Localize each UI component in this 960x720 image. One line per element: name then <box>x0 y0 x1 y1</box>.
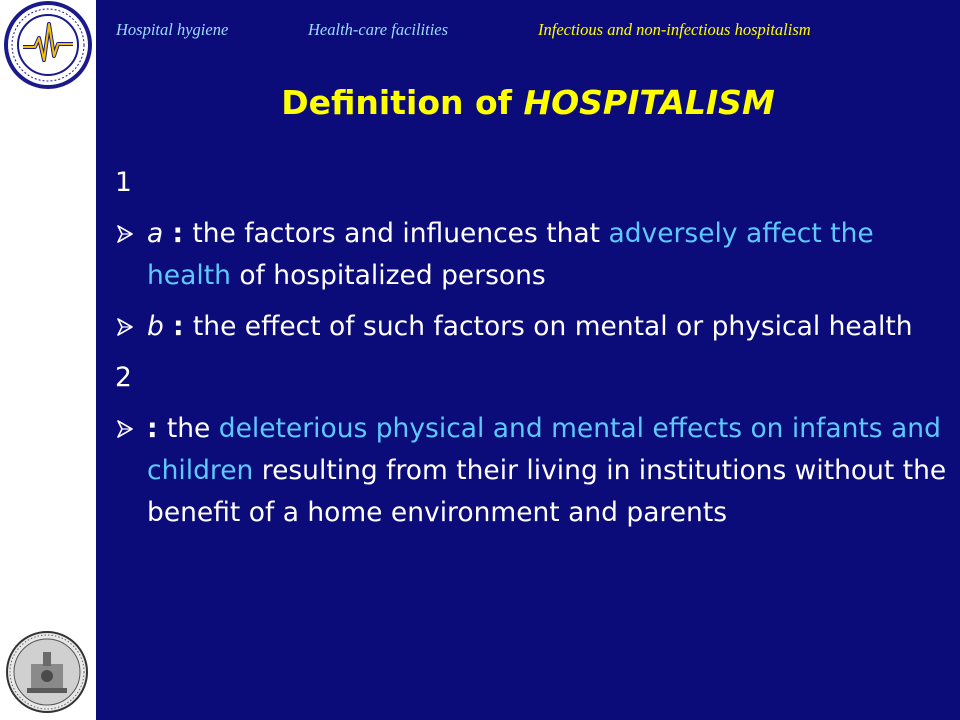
title-emphasis: HOSPITALISM <box>523 83 775 122</box>
bullet-a-text2: of hospitalized persons <box>230 260 546 291</box>
bullet-a-colon: : <box>163 218 193 249</box>
bullet-2-text1: the <box>166 413 219 444</box>
section-number-2: 2 <box>115 362 132 393</box>
university-seal-logo <box>5 630 89 714</box>
bullet-a <box>115 213 950 297</box>
faculty-seal-logo <box>3 0 93 90</box>
top-navigation <box>116 20 946 44</box>
bullet-b-colon: : <box>163 311 193 342</box>
arrow-bullet-icon <box>115 306 139 348</box>
bullet-2 <box>115 408 950 534</box>
bullet-2-highlight: deleterious physical and mental effects on infants and children <box>147 413 941 486</box>
nav-health-care-facilities[interactable]: Health-care facilities <box>308 20 449 39</box>
nav-hospitalism[interactable]: Infectious and non-infectious hospitalism <box>538 20 811 39</box>
slide-title <box>96 83 960 122</box>
bullet-b-text: the effect of such factors on mental or physical health <box>192 311 913 342</box>
section-number-1: 1 <box>115 167 132 198</box>
nav-hospital-hygiene[interactable]: Hospital hygiene <box>116 20 229 39</box>
arrow-bullet-icon <box>115 408 139 450</box>
bullet-2-text2: resulting from their living in institutions without the benefit of a home environment and parents <box>147 455 947 528</box>
bullet-a-text1: the factors and influences that <box>192 218 609 249</box>
slide-content <box>115 162 950 543</box>
bullet-2-colon: : <box>147 413 167 444</box>
sidebar <box>0 0 96 720</box>
arrow-bullet-icon <box>115 213 139 255</box>
bullet-a-letter: a <box>147 218 164 249</box>
bullet-b-letter: b <box>147 311 164 342</box>
title-prefix: Definition of <box>281 83 524 122</box>
bullet-b <box>115 306 950 348</box>
bullet-a-highlight: adversely affect the health <box>147 218 874 291</box>
